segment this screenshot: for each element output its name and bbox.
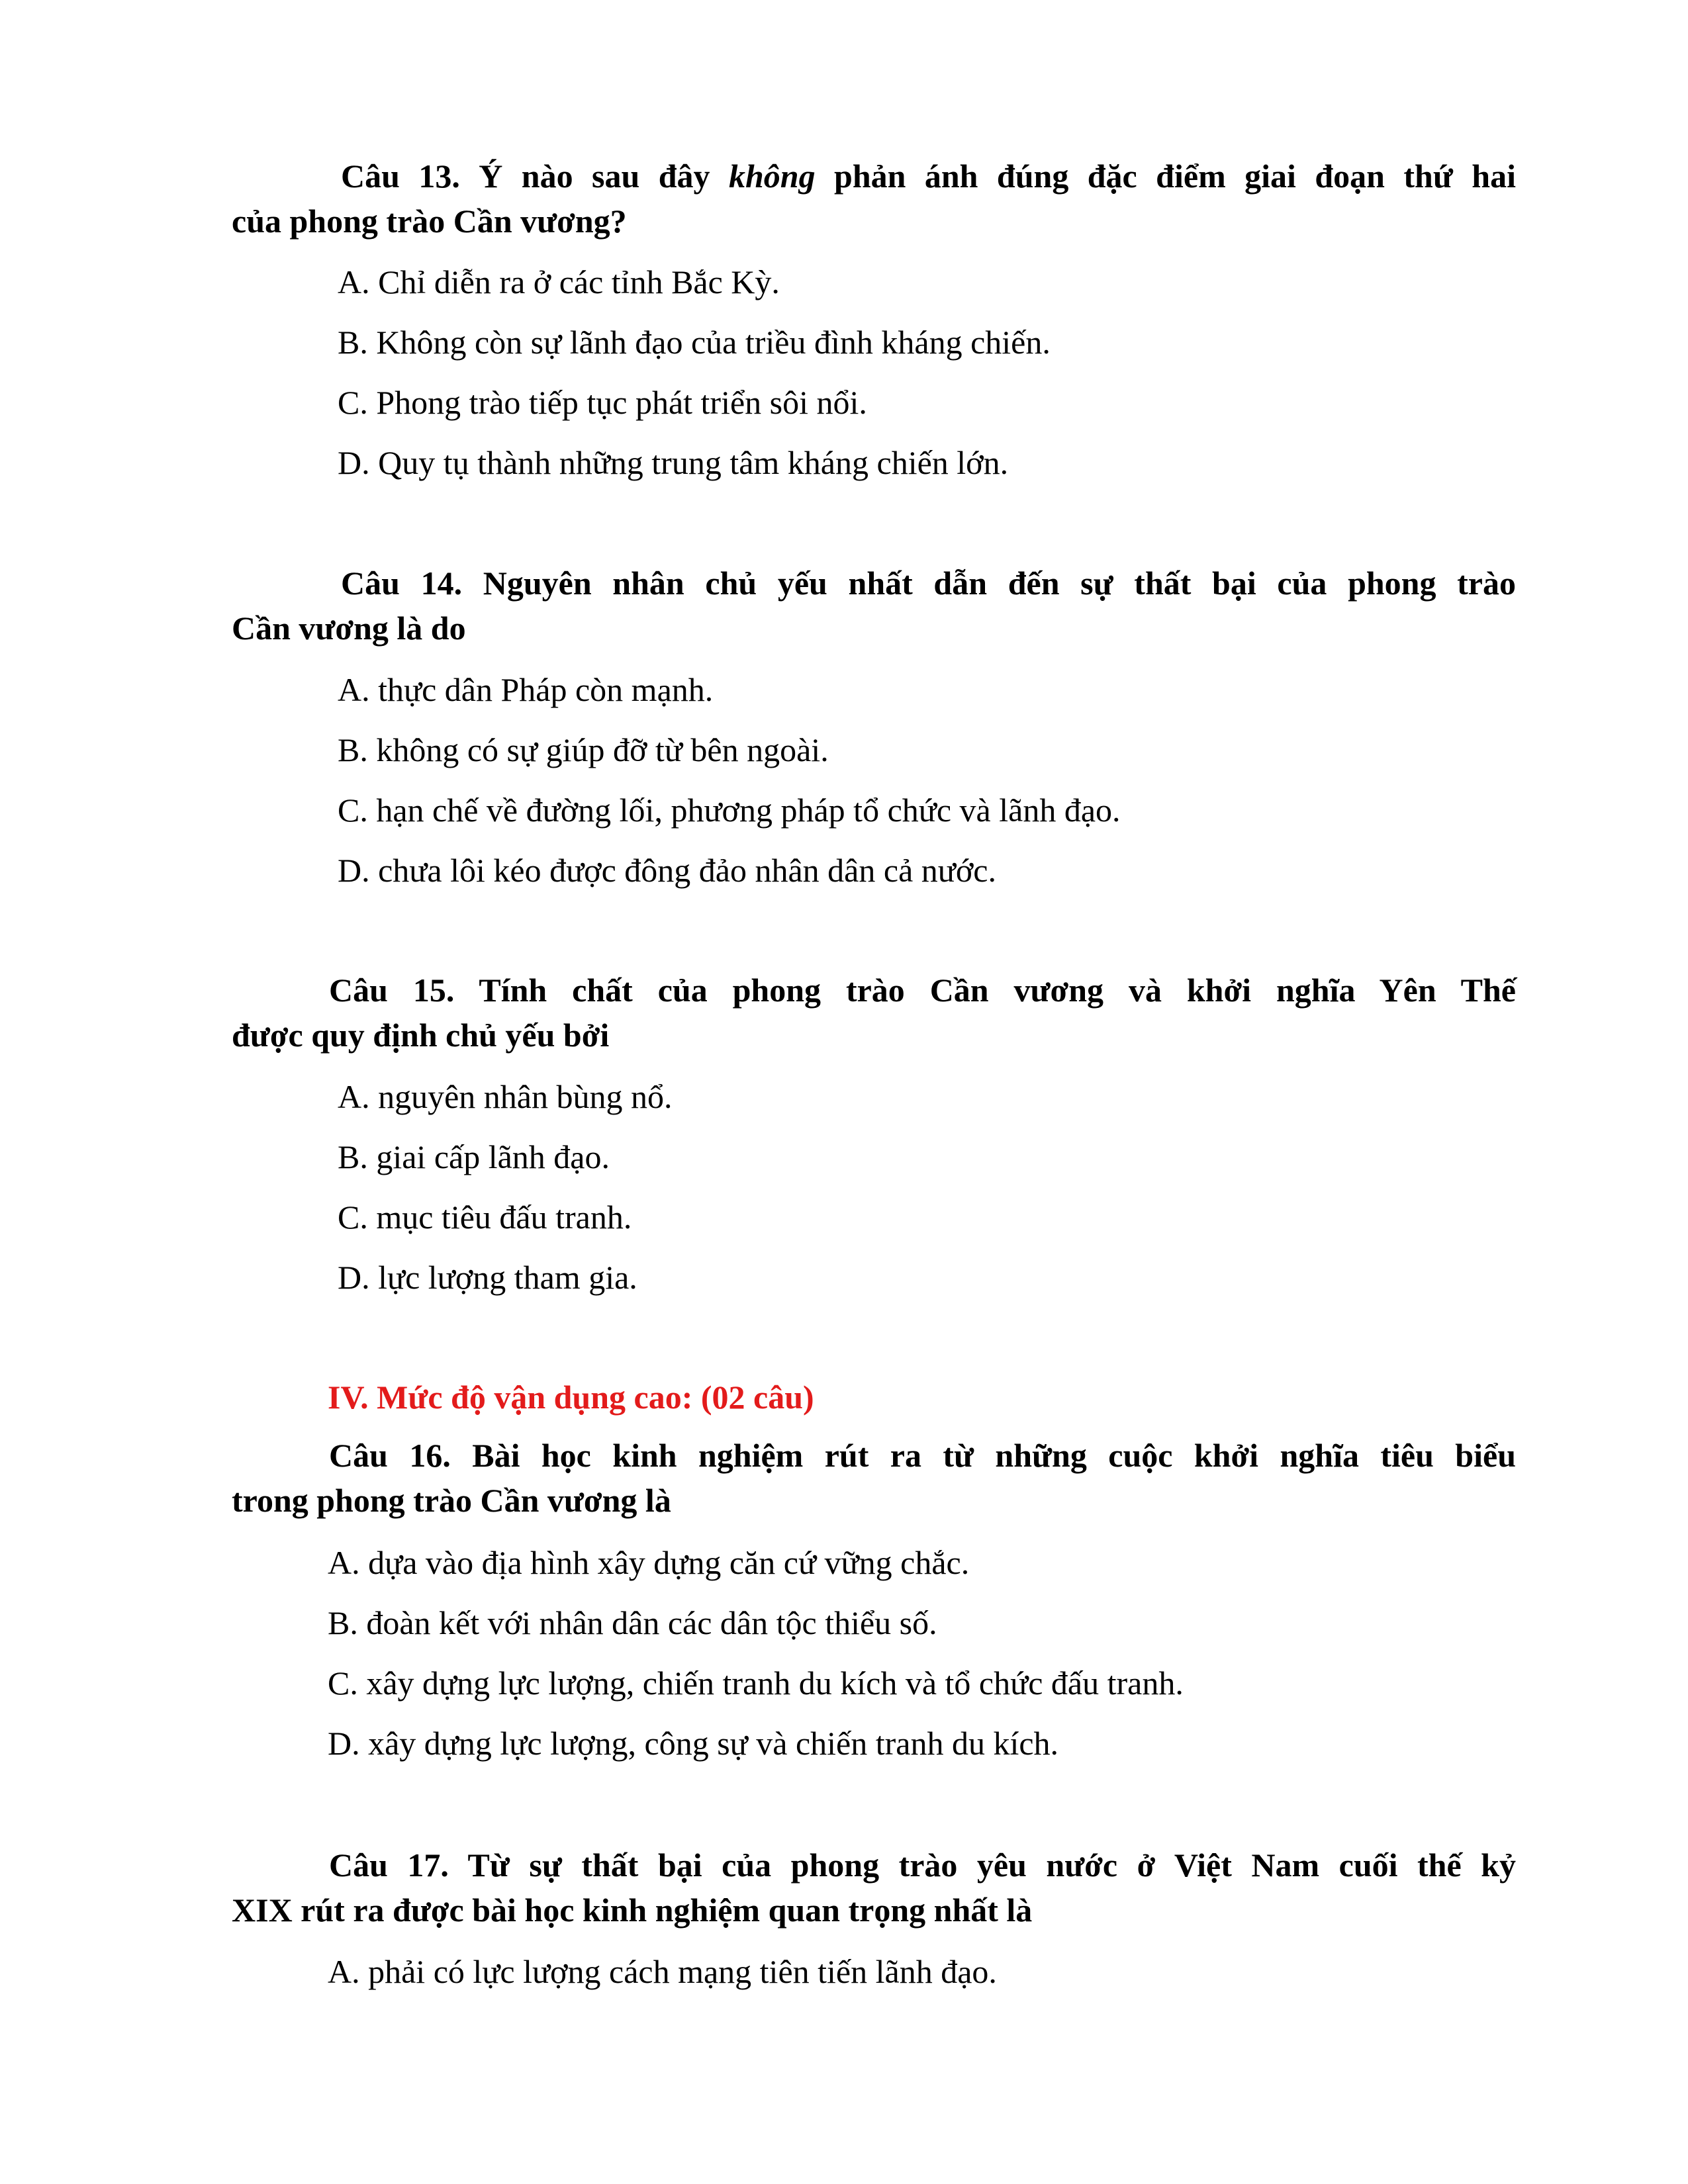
question-14-stem-part: Nguyên nhân chủ yếu nhất dẫn đến sự thất bại của phong trào [462,565,1516,602]
question-14-option-d: D. chưa lôi kéo được đông đảo nhân dân cả nước. [338,852,996,889]
question-17-number: Câu 17. [329,1846,449,1884]
question-13-number: Câu 13. [341,158,460,195]
question-13-stem-part: Ý nào sau đây [459,158,729,195]
section-heading-level-iv: IV. Mức độ vận dụng cao: (02 câu) [328,1379,814,1416]
question-16-option-d: D. xây dựng lực lượng, công sự và chiến tranh du kích. [328,1725,1059,1762]
question-15-option-a: A. nguyên nhân bùng nổ. [338,1078,673,1115]
question-15-option-b: B. giai cấp lãnh đạo. [338,1138,610,1175]
question-16-stem-line-2: trong phong trào Cần vương là [232,1482,671,1519]
question-15-stem-part: Tính chất của phong trào Cần vương và khởi nghĩa Yên Thế [454,972,1517,1009]
question-14-stem-line-2: Cần vương là do [232,610,466,647]
question-16-number: Câu 16. [329,1437,451,1474]
question-13-option-d: D. Quy tụ thành những trung tâm kháng chiến lớn. [338,444,1009,481]
question-13-stem-emphasis: không [728,158,816,195]
question-13-stem-line-1 [341,156,1516,196]
question-14-stem-line-1 [341,563,1516,603]
question-14-option-b: B. không có sự giúp đỡ từ bên ngoài. [338,731,829,768]
question-15-stem-line-2: được quy định chủ yếu bởi [232,1017,610,1054]
question-16-stem-line-1 [329,1435,1516,1475]
question-15-stem-line-1 [329,970,1516,1010]
question-17-option-a: A. phải có lực lượng cách mạng tiên tiến lãnh đạo. [328,1953,997,1990]
question-17-stem-line-2: XIX rút ra được bài học kinh nghiệm quan trọng nhất là [232,1891,1033,1929]
question-17-stem-part: Từ sự thất bại của phong trào yêu nước ở Việt Nam cuối thế kỷ [448,1846,1516,1884]
question-15-option-d: D. lực lượng tham gia. [338,1259,637,1296]
question-16-option-b: B. đoàn kết với nhân dân các dân tộc thiểu số. [328,1604,937,1641]
question-15-number: Câu 15. [329,972,455,1009]
question-13-option-a: A. Chỉ diễn ra ở các tỉnh Bắc Kỳ. [338,263,780,300]
question-13-stem-part: phản ánh đúng đặc điểm giai đoạn thứ hai [815,158,1516,195]
question-16-option-a: A. dựa vào địa hình xây dựng căn cứ vững chắc. [328,1544,970,1581]
question-13-stem-line-2: của phong trào Cần vương? [232,203,627,240]
question-16-stem-part: Bài học kinh nghiệm rút ra từ những cuộc khởi nghĩa tiêu biểu [450,1437,1517,1474]
question-14-option-a: A. thực dân Pháp còn mạnh. [338,671,714,708]
question-14-option-c: C. hạn chế về đường lối, phương pháp tổ chức và lãnh đạo. [338,792,1121,829]
question-17-stem-line-1 [329,1845,1516,1885]
question-15-option-c: C. mục tiêu đấu tranh. [338,1199,632,1236]
question-14-number: Câu 14. [341,565,463,602]
question-13-option-c: C. Phong trào tiếp tục phát triển sôi nổi. [338,384,867,421]
question-13-option-b: B. Không còn sự lãnh đạo của triều đình kháng chiến. [338,324,1051,361]
question-16-option-c: C. xây dựng lực lượng, chiến tranh du kích và tổ chức đấu tranh. [328,1664,1184,1702]
